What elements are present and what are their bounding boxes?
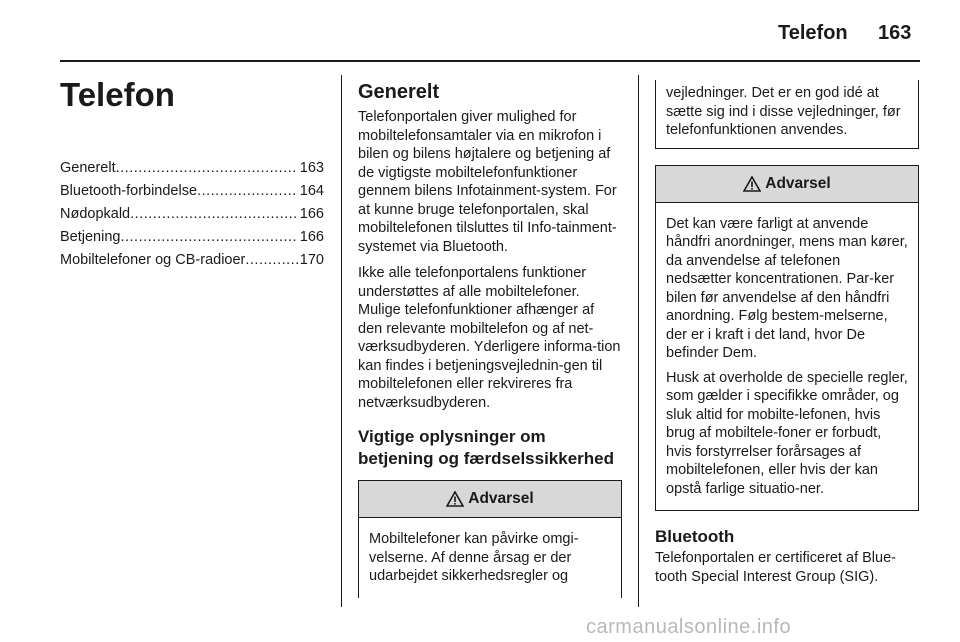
warning-triangle-icon	[743, 176, 761, 192]
warning-title: Advarsel	[765, 174, 831, 192]
paragraph: Ikke alle telefonportalens funktioner understøttes af alle mobiltelefoner. Mulige telefonfunktioner afhænger af den relevante mobiltelefon og af net-værksudbyderen. Yderligere informa-tion kan findes i betjeningsvejlednin-gen til mobiltelefonen eller rekvireres fra netværksudbyderen.	[358, 265, 621, 411]
toc-entry[interactable]	[60, 226, 324, 249]
warning-body	[656, 203, 918, 511]
toc-column	[60, 75, 324, 272]
column-divider-2	[638, 75, 639, 607]
warning-box-continued	[655, 80, 919, 149]
toc-entry-label: Mobiltelefoner og CB-radioer	[60, 252, 246, 268]
toc-entry-label: Betjening	[60, 229, 121, 245]
toc-leader	[116, 157, 298, 180]
subsection-heading-vigtige: Vigtige oplysninger om betjening og færdselssikkerhed	[358, 427, 615, 468]
warning-header	[656, 166, 918, 203]
warning-box	[655, 165, 919, 512]
warning-text-continued: vejledninger. Det er en god idé at sætte sig ind i disse vejledninger, før telefonfunktionen anvendes.	[666, 85, 901, 138]
toc-leader	[120, 226, 297, 249]
toc-entry[interactable]	[60, 249, 324, 272]
toc-list	[60, 157, 324, 272]
warning-text: Mobiltelefoner kan påvirke omgi-velserne. Af denne årsag er der udarbejdet sikkerhedsregler og	[369, 531, 579, 584]
header-page-number: 163	[878, 22, 912, 44]
toc-leader	[130, 203, 298, 226]
toc-entry-label: Nødopkald	[60, 206, 131, 222]
right-column	[655, 80, 919, 594]
paragraph: Telefonportalen giver mulighed for mobiltelefonsamtaler via en mikrofon i bilen og bilens højtalere og betjening af de vigtigste mobiltelefonfunktioner gennem bilens Infotainment-system. For at kunne bruge telefonportalen, skal mobiltelefonen tilsluttes til Info-tainment-systemet via Bluetooth.	[358, 109, 617, 255]
warning-triangle-icon	[446, 491, 464, 507]
toc-entry-label: Generelt	[60, 160, 116, 176]
toc-leader	[245, 249, 297, 272]
column-divider-1	[341, 75, 342, 607]
warning-text: Husk at overholde de specielle regler, som gælder i specifikke områder, og sluk altid for mobilte-lefonen, hvis brug af mobiltele-foner er forbudt, hvis forstyrrelser forårsages af mobiltelefonen, eller hvis der kan opstå farlige situatio-ner.	[666, 369, 908, 497]
warning-title: Advarsel	[468, 490, 534, 507]
warning-box	[358, 480, 622, 598]
chapter-title: Telefon	[60, 76, 175, 113]
toc-entry-page: 166	[299, 229, 324, 245]
section-heading-bluetooth: Bluetooth	[655, 527, 735, 546]
toc-entry[interactable]	[60, 157, 324, 180]
toc-entry[interactable]	[60, 180, 324, 203]
warning-text: Det kan være farligt at anvende håndfri anordninger, mens man kører, da anvendelse af telefonen nedsætter koncentrationen. Par-ker bilen før anvendelse af den håndfri anordning. Følg bestem-melserne, der er i kraft i det land, hvor De befinder Dem.	[666, 215, 908, 361]
toc-entry-page: 170	[299, 252, 324, 268]
warning-header	[359, 481, 621, 518]
toc-entry-page: 163	[299, 160, 324, 176]
toc-entry-label: Bluetooth-forbindelse	[60, 183, 198, 199]
paragraph: Telefonportalen er certificeret af Blue-tooth Special Interest Group (SIG).	[655, 550, 896, 585]
warning-body	[359, 518, 621, 598]
header-section-title: Telefon	[778, 22, 848, 44]
generelt-column	[358, 80, 622, 610]
toc-entry-page: 166	[299, 206, 324, 222]
toc-entry[interactable]	[60, 203, 324, 226]
section-heading-generelt: Generelt	[358, 81, 440, 103]
toc-leader	[197, 180, 298, 203]
toc-entry-page: 164	[299, 183, 324, 199]
header-rule	[60, 60, 920, 62]
watermark: carmanualsonline.info	[586, 616, 792, 638]
